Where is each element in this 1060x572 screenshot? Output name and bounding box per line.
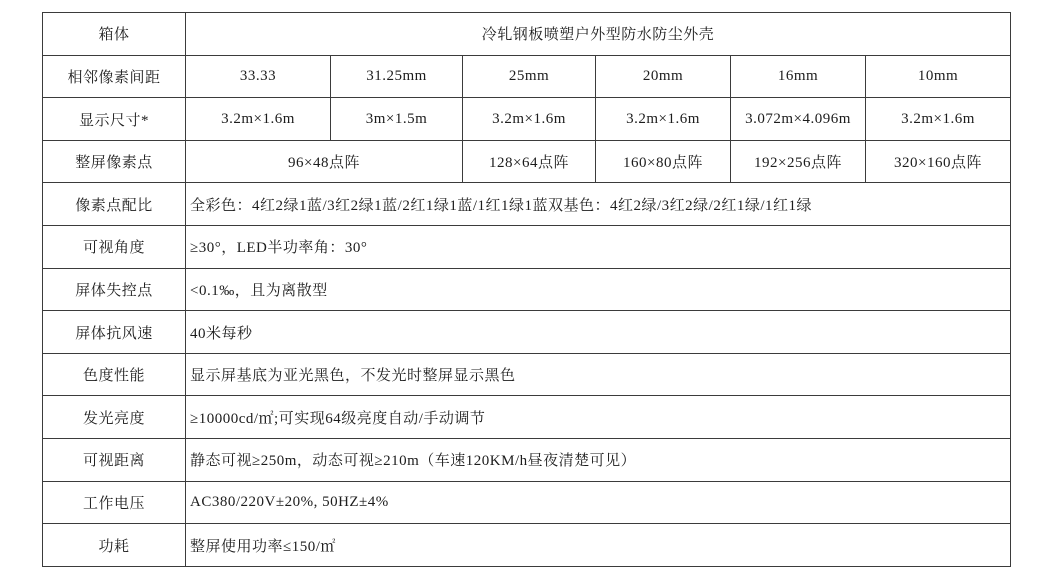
- table-row-voltage: [43, 481, 1011, 524]
- cell-pitch-5: 16mm: [731, 55, 866, 98]
- row-label: 工作电压: [43, 481, 186, 524]
- table-row-display-size: [43, 98, 1011, 141]
- cell-wind-resistance-value: 40米每秒: [186, 311, 1011, 354]
- cell-matrix-2: 128×64点阵: [463, 140, 596, 183]
- cell-chroma-value: 显示屏基底为亚光黑色，不发光时整屏显示黑色: [186, 353, 1011, 396]
- cell-power-value: 整屏使用功率≤150/㎡: [186, 524, 1011, 567]
- cell-pitch-6: 10mm: [866, 55, 1011, 98]
- row-label: 可视角度: [43, 226, 186, 269]
- cell-pitch-4: 20mm: [596, 55, 731, 98]
- table-row-pixel-ratio: [43, 183, 1011, 226]
- cell-pitch-3: 25mm: [463, 55, 596, 98]
- cell-matrix-1: 96×48点阵: [186, 140, 463, 183]
- row-label: 箱体: [43, 13, 186, 56]
- table-row-pixel-pitch: [43, 55, 1011, 98]
- row-label: 功耗: [43, 524, 186, 567]
- cell-voltage-value: AC380/220V±20%, 50HZ±4%: [186, 481, 1011, 524]
- table-row-power: [43, 524, 1011, 567]
- table-row-cabinet: [43, 13, 1011, 56]
- cell-view-angle-value: ≥30°，LED半功率角：30°: [186, 226, 1011, 269]
- cell-pitch-1: 33.33: [186, 55, 331, 98]
- row-label: 色度性能: [43, 353, 186, 396]
- table-row-screen-pixels: [43, 140, 1011, 183]
- cell-pitch-2: 31.25mm: [331, 55, 463, 98]
- row-label: 像素点配比: [43, 183, 186, 226]
- table-row-view-distance: [43, 439, 1011, 482]
- row-label: 屏体抗风速: [43, 311, 186, 354]
- row-label: 显示尺寸*: [43, 98, 186, 141]
- table-row-wind-resistance: [43, 311, 1011, 354]
- cell-matrix-4: 192×256点阵: [731, 140, 866, 183]
- row-label: 发光亮度: [43, 396, 186, 439]
- table-row-chroma: [43, 353, 1011, 396]
- table-row-dead-pixels: [43, 268, 1011, 311]
- row-label: 相邻像素间距: [43, 55, 186, 98]
- cell-size-2: 3m×1.5m: [331, 98, 463, 141]
- row-label: 整屏像素点: [43, 140, 186, 183]
- row-label: 屏体失控点: [43, 268, 186, 311]
- cell-pixel-ratio-value: 全彩色：4红2绿1蓝/3红2绿1蓝/2红1绿1蓝/1红1绿1蓝双基色：4红2绿/3红2绿/2红1绿/1红1绿: [186, 183, 1011, 226]
- cell-matrix-5: 320×160点阵: [866, 140, 1011, 183]
- table-row-view-angle: [43, 226, 1011, 269]
- cell-brightness-value: ≥10000cd/㎡;可实现64级亮度自动/手动调节: [186, 396, 1011, 439]
- cell-size-3: 3.2m×1.6m: [463, 98, 596, 141]
- row-label: 可视距离: [43, 439, 186, 482]
- cell-size-6: 3.2m×1.6m: [866, 98, 1011, 141]
- table-row-brightness: [43, 396, 1011, 439]
- spec-table: [42, 12, 1011, 567]
- cell-matrix-3: 160×80点阵: [596, 140, 731, 183]
- cell-dead-pixels-value: <0.1‰，且为离散型: [186, 268, 1011, 311]
- cell-cabinet-value: 冷轧钢板喷塑户外型防水防尘外壳: [186, 13, 1011, 56]
- cell-view-distance-value: 静态可视≥250m，动态可视≥210m（车速120KM/h昼夜清楚可见）: [186, 439, 1011, 482]
- cell-size-5: 3.072m×4.096m: [731, 98, 866, 141]
- cell-size-4: 3.2m×1.6m: [596, 98, 731, 141]
- cell-size-1: 3.2m×1.6m: [186, 98, 331, 141]
